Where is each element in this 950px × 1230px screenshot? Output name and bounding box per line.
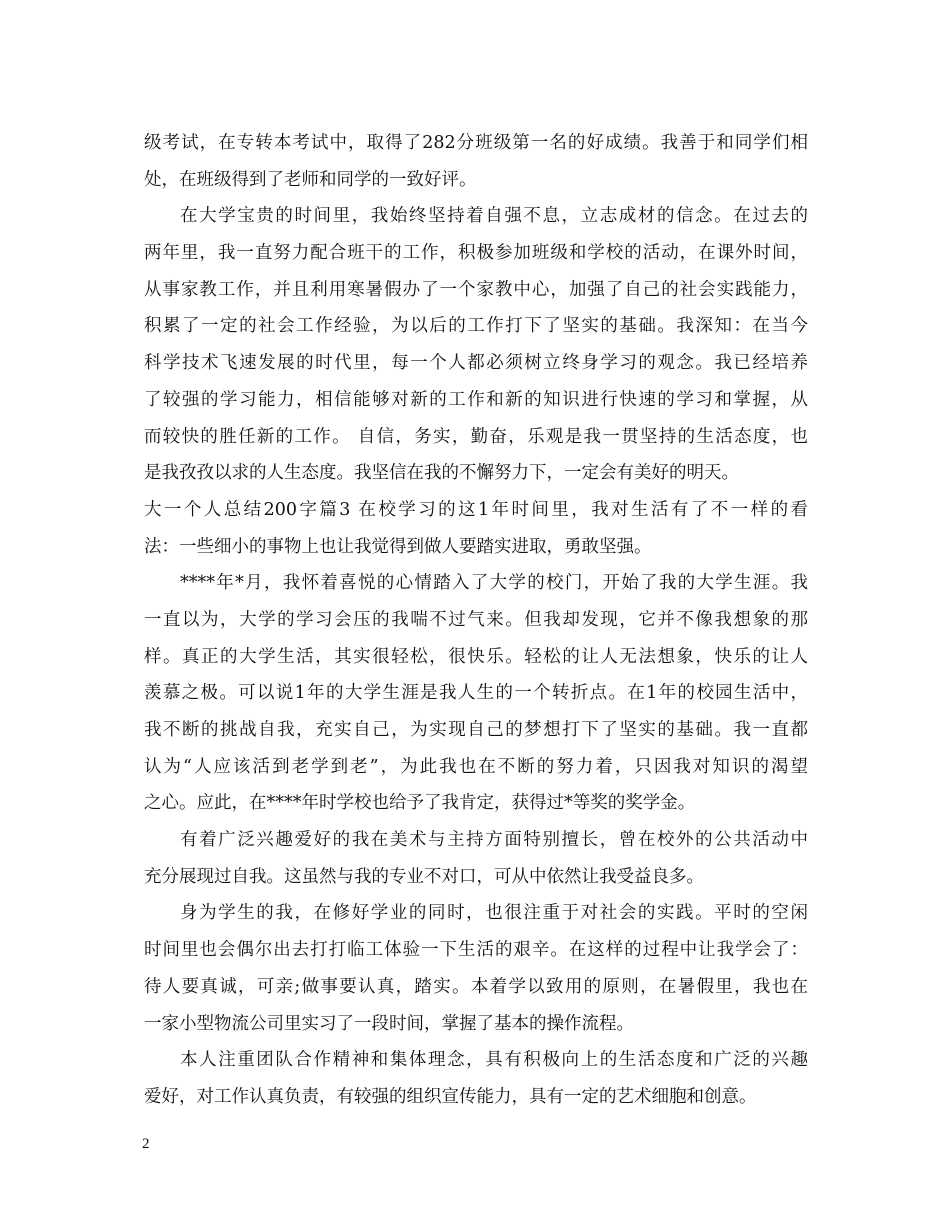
text-line: 我不断的挑战自我，充实自己，为实现自己的梦想打下了坚实的基础。我一直都	[144, 720, 808, 740]
text-line: 级考试，在专转本考试中，取得了282分班级第一名的好成绩。我善于和同学们相	[144, 133, 808, 153]
text-line: 一直以为，大学的学习会压的我喘不过气来。但我却发现，它并不像我想象的那	[144, 609, 808, 630]
text-line: 了较强的学习能力，相信能够对新的工作和新的知识进行快速的学习和掌握，从	[144, 389, 808, 410]
text-line: 两年里，我一直努力配合班干的工作，积极参加班级和学校的活动，在课外时间，	[144, 243, 808, 264]
text-line: 法：一些细小的事物上也让我觉得到做人要踏实进取，勇敢坚强。	[144, 536, 652, 557]
text-line: 身为学生的我，在修好学业的同时，也很注重于对社会的实践。平时的空闲	[180, 903, 808, 924]
text-line: 样。真正的大学生活，其实很轻松，很快乐。轻松的让人无法想象，快乐的让人	[144, 646, 808, 667]
body-text	[144, 125, 808, 1116]
text-line: 积累了一定的社会工作经验，为以后的工作打下了坚实的基础。我深知：在当今	[144, 316, 808, 337]
text-line: 大一个人总结200字篇3 在校学习的这1年时间里，我对生活有了不一样的看	[144, 499, 808, 520]
text-line: 待人要真诚，可亲;做事要认真，踏实。本着学以致用的原则，在暑假里，我也在	[144, 976, 808, 997]
text-line: 在大学宝贵的时间里，我始终坚持着自强不息，立志成材的信念。在过去的	[180, 206, 808, 227]
page-number: 2	[142, 1136, 150, 1152]
text-line: 充分展现过自我。这虽然与我的专业不对口，可从中依然让我受益良多。	[144, 866, 704, 887]
text-line: 时间里也会偶尔出去打打临工体验一下生活的艰辛。在这样的过程中让我学会了：	[144, 940, 808, 961]
text-line: 而较快的胜任新的工作。 自信，务实，勤奋，乐观是我一贯坚持的生活态度，也	[144, 426, 808, 447]
text-line: 科学技术飞速发展的时代里，每一个人都必须树立终身学习的观念。我已经培养	[144, 353, 808, 374]
text-line: 之心。应此，在****年时学校也给予了我肯定，获得过*等奖的奖学金。	[144, 793, 696, 814]
text-line: 一家小型物流公司里实习了一段时间，掌握了基本的操作流程。	[144, 1013, 634, 1034]
text-line: 认为“人应该活到老学到老”，为此我也在不断的努力着，只因我对知识的渴望	[144, 756, 808, 777]
text-line: 爱好，对工作认真负责，有较强的组织宣传能力，具有一定的艺术细胞和创意。	[144, 1086, 757, 1107]
text-line: ****年*月，我怀着喜悦的心情踏入了大学的校门，开始了我的大学生涯。我	[180, 573, 808, 594]
text-line: 有着广泛兴趣爱好的我在美术与主持方面特别擅长，曾在校外的公共活动中	[180, 830, 808, 851]
text-line: 本人注重团队合作精神和集体理念，具有积极向上的生活态度和广泛的兴趣	[180, 1050, 808, 1071]
text-line: 处，在班级得到了老师和同学的一致好评。	[144, 169, 477, 190]
text-line: 羡慕之极。可以说1年的大学生涯是我人生的一个转折点。在1年的校园生活中，	[144, 683, 808, 704]
text-line: 是我孜孜以求的人生态度。我坚信在我的不懈努力下，一定会有美好的明天。	[144, 463, 739, 484]
text-line: 从事家教工作，并且利用寒暑假办了一个家教中心，加强了自己的社会实践能力，	[144, 279, 808, 300]
